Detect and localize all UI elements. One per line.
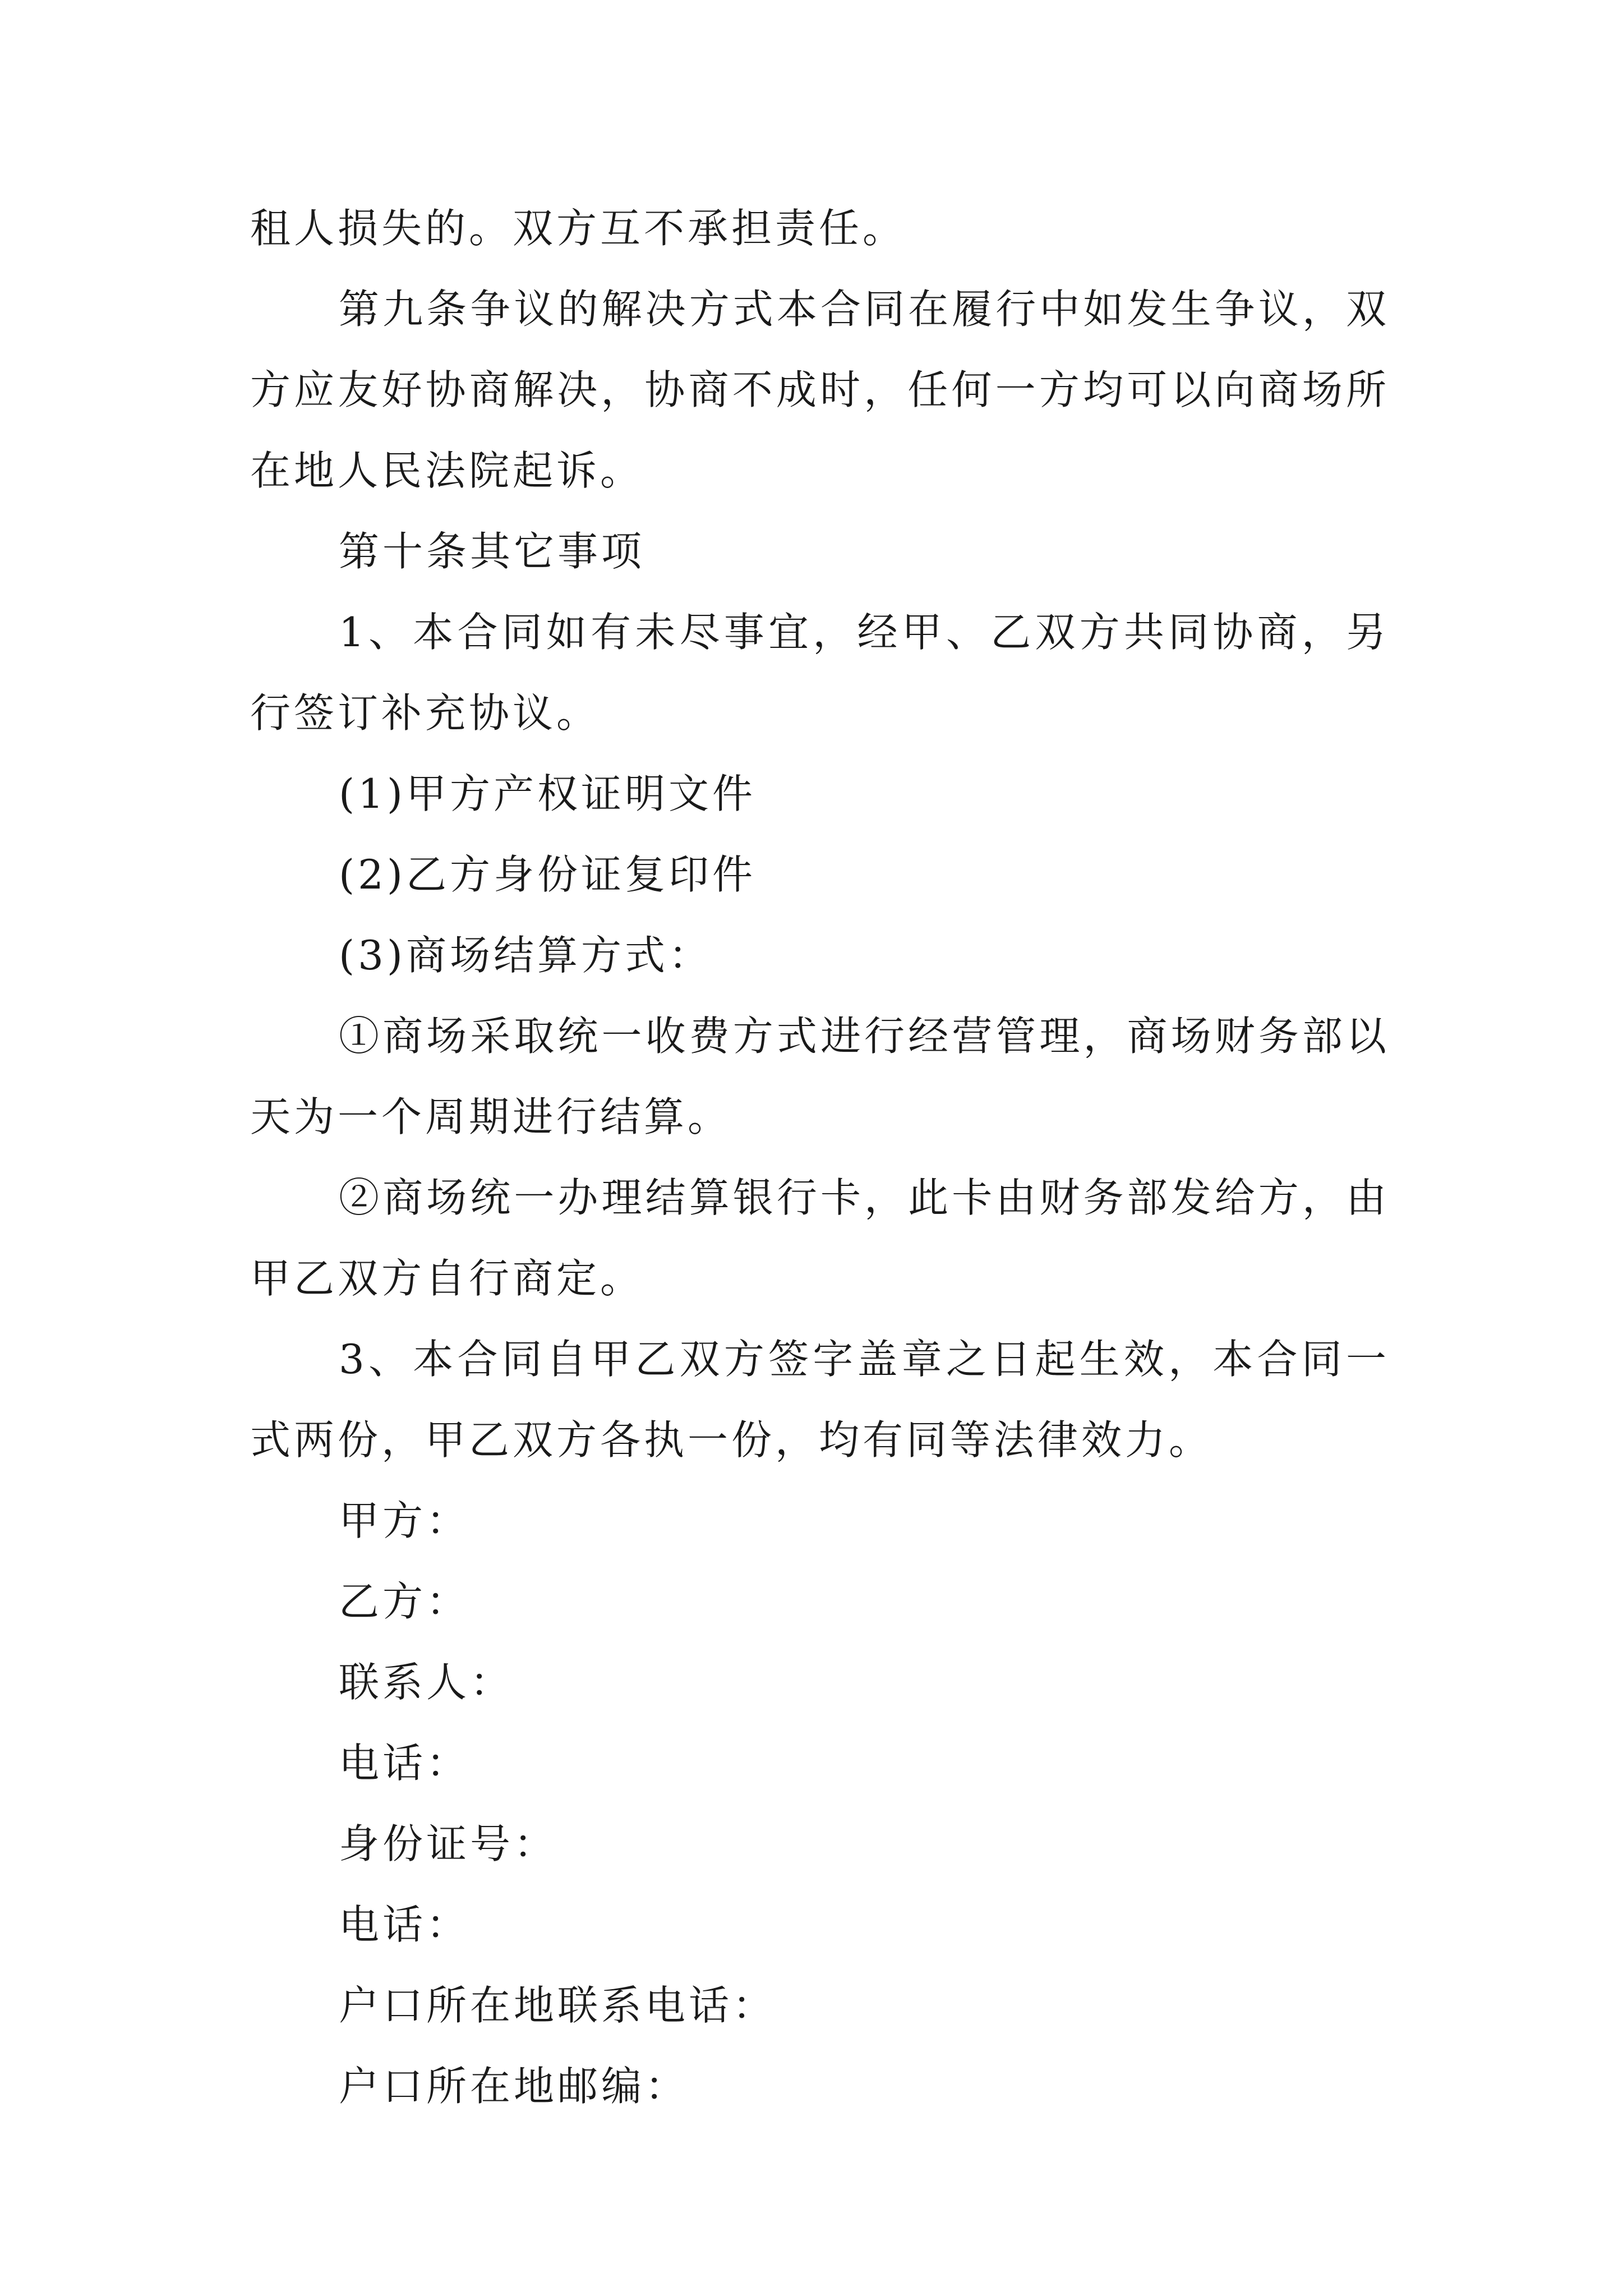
- paragraph-liability-end: 租人损失的。双方互不承担责任。: [250, 205, 907, 252]
- paragraph-item-3-effective: 3、本合同自甲乙双方签字盖章之日起生效，本合同一式两份，甲乙双方各执一份，均有同等法律效力。: [250, 1336, 1390, 1464]
- paragraph-settlement-1: ①商场采取统一收费方式进行经营管理，商场财务部以天为一个周期进行结算。: [250, 1013, 1390, 1140]
- field-id-number: 身份证号：: [339, 1820, 558, 1867]
- contract-body: [250, 188, 1390, 2127]
- field-household-phone: 户口所在地联系电话：: [339, 1982, 777, 2029]
- paragraph-settlement-2: ②商场统一办理结算银行卡，此卡由财务部发给方，由甲乙双方自行商定。: [250, 1174, 1390, 1302]
- field-household-postcode: 户口所在地邮编：: [339, 2063, 689, 2110]
- paragraph-article-9-dispute: 第九条争议的解决方式本合同在履行中如发生争议，双方应友好协商解决，协商不成时，任何一方均可以向商场所在地人民法院起诉。: [250, 286, 1390, 494]
- paragraph-attachment-1: (1)甲方产权证明文件: [339, 770, 756, 817]
- field-phone-1: 电话：: [339, 1740, 471, 1787]
- paragraph-attachment-2: (2)乙方身份证复印件: [339, 851, 756, 898]
- field-phone-2: 电话：: [339, 1901, 471, 1948]
- paragraph-article-10-heading: 第十条其它事项: [339, 528, 645, 575]
- paragraph-item-1-supplement: 1、本合同如有未尽事宜，经甲、乙双方共同协商，另行签订补充协议。: [250, 609, 1390, 737]
- field-contact-person: 联系人：: [339, 1659, 514, 1706]
- field-party-b: 乙方：: [339, 1578, 471, 1625]
- paragraph-attachment-3: (3)商场结算方式：: [339, 932, 712, 979]
- field-party-a: 甲方：: [339, 1497, 471, 1544]
